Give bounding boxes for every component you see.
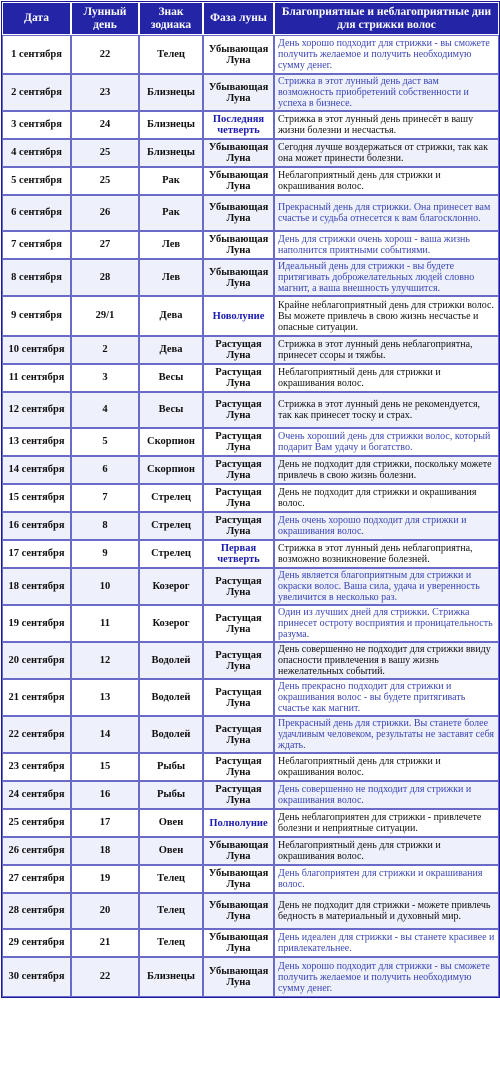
zodiac-cell: Телец <box>139 929 203 957</box>
description-cell: День является благоприятным для стрижки и окраски волос. Ваша сила, удача и уверенность увеличится в несколько раз. <box>274 568 499 605</box>
table-row <box>2 957 499 997</box>
phase-cell: Растущая Луна <box>203 568 274 605</box>
lunar-day-cell: 25 <box>71 139 139 167</box>
date-cell: 5 сентября <box>2 167 71 195</box>
description-cell: День благоприятен для стрижки и окрашивания волос. <box>274 865 499 893</box>
zodiac-cell: Близнецы <box>139 957 203 997</box>
lunar-day-cell: 19 <box>71 865 139 893</box>
header-zodiac: Знак зодиака <box>139 2 203 35</box>
lunar-day-cell: 5 <box>71 428 139 456</box>
phase-cell: Растущая Луна <box>203 716 274 753</box>
lunar-day-cell: 7 <box>71 484 139 512</box>
lunar-day-cell: 29/1 <box>71 296 139 336</box>
date-cell: 22 сентября <box>2 716 71 753</box>
header-date: Дата <box>2 2 71 35</box>
table-row <box>2 111 499 139</box>
date-cell: 12 сентября <box>2 392 71 428</box>
phase-cell: Убывающая Луна <box>203 35 274 74</box>
phase-cell: Убывающая Луна <box>203 837 274 865</box>
zodiac-cell: Телец <box>139 865 203 893</box>
date-cell: 25 сентября <box>2 809 71 837</box>
date-cell: 2 сентября <box>2 74 71 111</box>
lunar-day-cell: 28 <box>71 259 139 296</box>
lunar-day-cell: 14 <box>71 716 139 753</box>
date-cell: 14 сентября <box>2 456 71 484</box>
lunar-day-cell: 17 <box>71 809 139 837</box>
description-cell: Сегодня лучше воздержаться от стрижки, так как она может принести болезни. <box>274 139 499 167</box>
table-row <box>2 679 499 716</box>
date-cell: 6 сентября <box>2 195 71 231</box>
zodiac-cell: Стрелец <box>139 484 203 512</box>
date-cell: 23 сентября <box>2 753 71 781</box>
description-cell: День идеален для стрижки - вы станете красивее и привлекательнее. <box>274 929 499 957</box>
lunar-day-cell: 24 <box>71 111 139 139</box>
phase-cell: Убывающая Луна <box>203 231 274 259</box>
table-row <box>2 512 499 540</box>
lunar-day-cell: 4 <box>71 392 139 428</box>
zodiac-cell: Весы <box>139 392 203 428</box>
table-row <box>2 642 499 679</box>
haircut-calendar-table <box>1 1 500 998</box>
description-cell: Стрижка в этот лунный день даст вам возможность приобретений собственности и успеха в бизнесе. <box>274 74 499 111</box>
zodiac-cell: Козерог <box>139 568 203 605</box>
description-cell: Один из лучших дней для стрижки. Стрижка принесет остроту восприятия и проницательность разума. <box>274 605 499 642</box>
date-cell: 29 сентября <box>2 929 71 957</box>
date-cell: 16 сентября <box>2 512 71 540</box>
description-cell: День очень хорошо подходит для стрижки и окрашивания волос. <box>274 512 499 540</box>
table-row <box>2 195 499 231</box>
lunar-day-cell: 23 <box>71 74 139 111</box>
date-cell: 13 сентября <box>2 428 71 456</box>
table-row <box>2 484 499 512</box>
date-cell: 27 сентября <box>2 865 71 893</box>
header-favorable: Благоприятные и неблагоприятные дни для стрижки волос <box>274 2 499 35</box>
description-cell: День не подходит для стрижки и окрашивания волос. <box>274 484 499 512</box>
header-phase: Фаза луны <box>203 2 274 35</box>
zodiac-cell: Овен <box>139 837 203 865</box>
date-cell: 7 сентября <box>2 231 71 259</box>
table-row <box>2 568 499 605</box>
date-cell: 28 сентября <box>2 893 71 929</box>
description-cell: Неблагоприятный день для стрижки и окрашивания волос. <box>274 364 499 392</box>
description-cell: Неблагоприятный день для стрижки и окрашивания волос. <box>274 167 499 195</box>
table-row <box>2 336 499 364</box>
zodiac-cell: Близнецы <box>139 111 203 139</box>
phase-cell: Убывающая Луна <box>203 195 274 231</box>
header-row <box>2 2 499 35</box>
lunar-day-cell: 22 <box>71 35 139 74</box>
description-cell: Стрижка в этот лунный день неблагоприятна, возможно возникновение болезней. <box>274 540 499 568</box>
lunar-day-cell: 11 <box>71 605 139 642</box>
lunar-day-cell: 21 <box>71 929 139 957</box>
zodiac-cell: Лев <box>139 231 203 259</box>
lunar-day-cell: 9 <box>71 540 139 568</box>
zodiac-cell: Рыбы <box>139 753 203 781</box>
phase-cell: Первая четверть <box>203 540 274 568</box>
zodiac-cell: Рак <box>139 195 203 231</box>
table-row <box>2 929 499 957</box>
zodiac-cell: Рак <box>139 167 203 195</box>
zodiac-cell: Водолей <box>139 679 203 716</box>
zodiac-cell: Весы <box>139 364 203 392</box>
table-row <box>2 296 499 336</box>
table-row <box>2 781 499 809</box>
table-row <box>2 392 499 428</box>
lunar-day-cell: 12 <box>71 642 139 679</box>
lunar-day-cell: 25 <box>71 167 139 195</box>
phase-cell: Убывающая Луна <box>203 259 274 296</box>
lunar-day-cell: 22 <box>71 957 139 997</box>
zodiac-cell: Телец <box>139 893 203 929</box>
lunar-day-cell: 8 <box>71 512 139 540</box>
phase-cell: Растущая Луна <box>203 428 274 456</box>
lunar-day-cell: 18 <box>71 837 139 865</box>
phase-cell: Растущая Луна <box>203 753 274 781</box>
date-cell: 11 сентября <box>2 364 71 392</box>
zodiac-cell: Водолей <box>139 642 203 679</box>
phase-cell: Растущая Луна <box>203 642 274 679</box>
lunar-day-cell: 20 <box>71 893 139 929</box>
phase-cell: Новолуние <box>203 296 274 336</box>
lunar-day-cell: 15 <box>71 753 139 781</box>
zodiac-cell: Дева <box>139 336 203 364</box>
phase-cell: Убывающая Луна <box>203 74 274 111</box>
zodiac-cell: Стрелец <box>139 540 203 568</box>
phase-cell: Растущая Луна <box>203 392 274 428</box>
table-row <box>2 259 499 296</box>
description-cell: Неблагоприятный день для стрижки и окрашивания волос. <box>274 753 499 781</box>
zodiac-cell: Скорпион <box>139 456 203 484</box>
table-row <box>2 716 499 753</box>
zodiac-cell: Близнецы <box>139 74 203 111</box>
phase-cell: Убывающая Луна <box>203 139 274 167</box>
phase-cell: Убывающая Луна <box>203 865 274 893</box>
table-row <box>2 167 499 195</box>
phase-cell: Растущая Луна <box>203 364 274 392</box>
phase-cell: Растущая Луна <box>203 679 274 716</box>
description-cell: Крайне неблагоприятный день для стрижки волос. Вы можете привлечь в свою жизнь несчастье и опасные ситуации. <box>274 296 499 336</box>
table-row <box>2 35 499 74</box>
description-cell: День хорошо подходит для стрижки - вы сможете получить желаемое и получить необходимую сумму денег. <box>274 957 499 997</box>
description-cell: День неблагоприятен для стрижки - привлечете болезни и неприятные ситуации. <box>274 809 499 837</box>
zodiac-cell: Скорпион <box>139 428 203 456</box>
date-cell: 17 сентября <box>2 540 71 568</box>
phase-cell: Полнолуние <box>203 809 274 837</box>
description-cell: Очень хороший день для стрижки волос, который подарит Вам удачу и богатство. <box>274 428 499 456</box>
description-cell: Прекрасный день для стрижки. Она принесет вам счастье и судьба отнесется к вам благосклонно. <box>274 195 499 231</box>
phase-cell: Убывающая Луна <box>203 167 274 195</box>
table-row <box>2 605 499 642</box>
table-row <box>2 428 499 456</box>
phase-cell: Растущая Луна <box>203 336 274 364</box>
date-cell: 26 сентября <box>2 837 71 865</box>
date-cell: 10 сентября <box>2 336 71 364</box>
table-row <box>2 139 499 167</box>
zodiac-cell: Телец <box>139 35 203 74</box>
zodiac-cell: Водолей <box>139 716 203 753</box>
table-row <box>2 540 499 568</box>
description-cell: Прекрасный день для стрижки. Вы станете более удачливым человеком, результаты не заставят себя ждать. <box>274 716 499 753</box>
description-cell: День совершенно не подходит для стрижки и окрашивания волос. <box>274 781 499 809</box>
lunar-day-cell: 6 <box>71 456 139 484</box>
description-cell: День для стрижки очень хорош - ваша жизнь наполнится приятными событиями. <box>274 231 499 259</box>
date-cell: 9 сентября <box>2 296 71 336</box>
phase-cell: Убывающая Луна <box>203 893 274 929</box>
zodiac-cell: Козерог <box>139 605 203 642</box>
table-row <box>2 837 499 865</box>
phase-cell: Растущая Луна <box>203 456 274 484</box>
lunar-day-cell: 2 <box>71 336 139 364</box>
description-cell: День хорошо подходит для стрижки - вы сможете получить желаемое и получить необходимую сумму денег. <box>274 35 499 74</box>
date-cell: 19 сентября <box>2 605 71 642</box>
description-cell: День прекрасно подходит для стрижки и окрашивания волос - вы будете притягивать счастье как магнит. <box>274 679 499 716</box>
description-cell: Стрижка в этот лунный день принесёт в вашу жизни болезни и несчастья. <box>274 111 499 139</box>
table-row <box>2 893 499 929</box>
zodiac-cell: Лев <box>139 259 203 296</box>
zodiac-cell: Стрелец <box>139 512 203 540</box>
phase-cell: Растущая Луна <box>203 484 274 512</box>
date-cell: 15 сентября <box>2 484 71 512</box>
date-cell: 18 сентября <box>2 568 71 605</box>
date-cell: 20 сентября <box>2 642 71 679</box>
table-row <box>2 865 499 893</box>
lunar-day-cell: 13 <box>71 679 139 716</box>
date-cell: 8 сентября <box>2 259 71 296</box>
header-lunar-day: Лунный день <box>71 2 139 35</box>
date-cell: 30 сентября <box>2 957 71 997</box>
table-row <box>2 231 499 259</box>
lunar-day-cell: 26 <box>71 195 139 231</box>
phase-cell: Растущая Луна <box>203 781 274 809</box>
zodiac-cell: Близнецы <box>139 139 203 167</box>
lunar-day-cell: 27 <box>71 231 139 259</box>
date-cell: 3 сентября <box>2 111 71 139</box>
table-row <box>2 74 499 111</box>
description-cell: Идеальный день для стрижки - вы будете притягивать доброжелательных людей словно магнит, а ваша внешность улучшится. <box>274 259 499 296</box>
table-row <box>2 456 499 484</box>
date-cell: 4 сентября <box>2 139 71 167</box>
description-cell: День не подходит для стрижки, поскольку можете привлечь в свою жизнь болезни. <box>274 456 499 484</box>
lunar-day-cell: 10 <box>71 568 139 605</box>
date-cell: 1 сентября <box>2 35 71 74</box>
description-cell: Стрижка в этот лунный день не рекомендуется, так как принесет тоску и страх. <box>274 392 499 428</box>
phase-cell: Убывающая Луна <box>203 957 274 997</box>
description-cell: День совершенно не подходит для стрижки ввиду опасности привлечения в вашу жизнь нежелательных событий. <box>274 642 499 679</box>
lunar-day-cell: 3 <box>71 364 139 392</box>
description-cell: День не подходит для стрижки - можете привлечь бедность в материальный и духовный мир. <box>274 893 499 929</box>
date-cell: 24 сентября <box>2 781 71 809</box>
phase-cell: Убывающая Луна <box>203 929 274 957</box>
lunar-day-cell: 16 <box>71 781 139 809</box>
date-cell: 21 сентября <box>2 679 71 716</box>
phase-cell: Растущая Луна <box>203 605 274 642</box>
table-row <box>2 364 499 392</box>
zodiac-cell: Овен <box>139 809 203 837</box>
table-row <box>2 753 499 781</box>
description-cell: Стрижка в этот лунный день неблагоприятна, принесет ссоры и тяжбы. <box>274 336 499 364</box>
phase-cell: Последняя четверть <box>203 111 274 139</box>
table-row <box>2 809 499 837</box>
description-cell: Неблагоприятный день для стрижки и окрашивания волос. <box>274 837 499 865</box>
zodiac-cell: Дева <box>139 296 203 336</box>
zodiac-cell: Рыбы <box>139 781 203 809</box>
phase-cell: Растущая Луна <box>203 512 274 540</box>
